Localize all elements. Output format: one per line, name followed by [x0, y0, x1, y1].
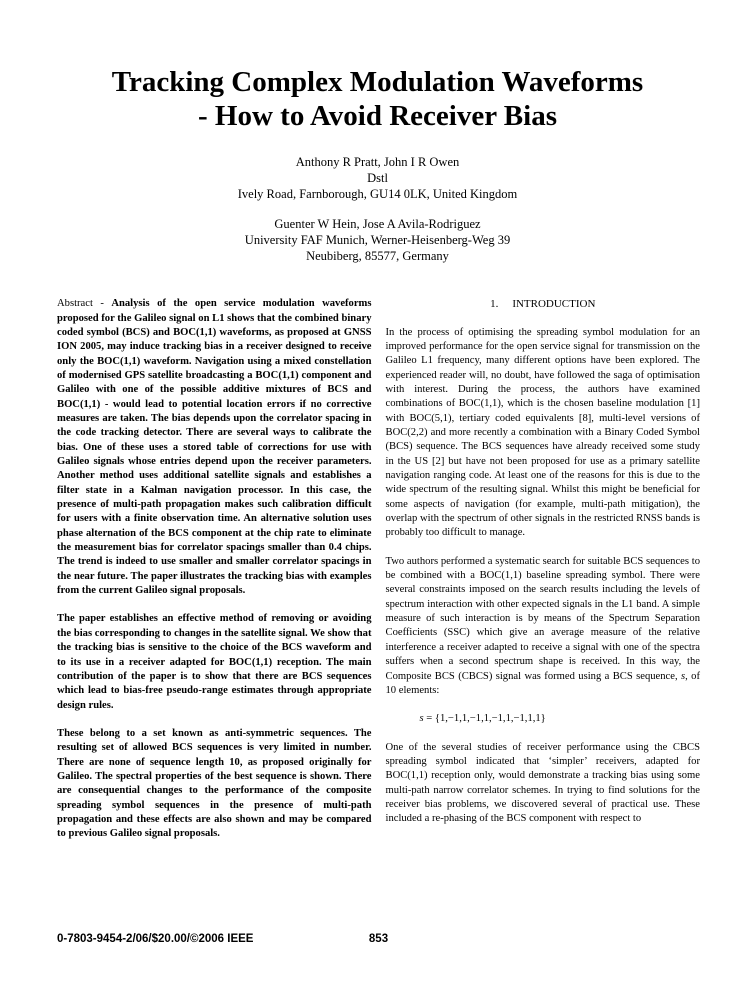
author-block-uk — [0, 154, 755, 202]
author-address: Neubiberg, 85577, Germany — [306, 249, 449, 264]
copyright-notice: 0-7803-9454-2/06/$20.00/©2006 IEEE — [57, 933, 254, 945]
introduction-paragraph-2 — [386, 555, 701, 698]
intro-p2-tail: , of 10 elements: — [385, 670, 700, 696]
section-title: INTRODUCTION — [512, 298, 596, 311]
introduction-paragraph-3: One of the several studies of receiver performance using the CBCS spreading symbol indicated that ‘simpler’ receivers, adapted for BOC(1,1) reception only, would demonstrate a tracking bias using some multi-path narrow correlator schemes. In trying to find solutions for the receiver bias problems, we discovered several of practical use. These included a re-phasing of the BCS component with respect to — [385, 741, 700, 825]
section-number: 1. — [490, 298, 499, 311]
intro-p2-text: Two authors performed a systematic search for suitable BCS sequences to be combined with a BOC(1,1) baseline spreading symbol. There were several constraints imposed on the search results including the levels of spectrum interaction with other expected signals in the L1 band. A simple measure of such interaction is by means of the Spectrum Separation Coefficients (SSC) which give an average measure of the relative interference a receiver adapted to receive a signal with one of the spectra suffers when a second spectrum shape is received. In this way, the Composite BCS (CBCS) signal was formed using a BCS sequence, — [385, 555, 700, 682]
variable-s: s — [681, 670, 686, 682]
title-line-1: Tracking Complex Modulation Waveforms — [111, 66, 644, 98]
abstract-column — [57, 297, 372, 855]
title-line-2: - How to Avoid Receiver Bias — [198, 99, 557, 132]
abstract-paragraph-3: These belong to a set known as anti-symmetric sequences. The resulting set of allowed BCS sequences is very limited in number. There are none of sequence length 10, as proposed originally for Galileo. The spectral properties of the best sequence is shown. There are consequential changes to the performance of the composite spreading symbol sequences in the presence of multi-path propagation and these effects are also shown and may be compared to previous Galileo signal proposals. — [57, 727, 372, 840]
abstract-label: Abstract - — [57, 298, 112, 310]
introduction-paragraph-1: In the process of optimising the spreading symbol modulation for an improved performance for the open service signal for transmission on the Galileo L1 frequency, many different options have been explored. The experienced reader will, no doubt, have followed the saga of optimisation with interest. During the process, the authors have examined combinations of BOC(1,1), which is the chosen baseline modulation [1] with BOC(5,1), tertiary coded equivalents [8], multi-level versions of BOC(2,2) and more recently a combination with a Binary Coded Symbol (BCS) sequence. The BCS sequences have already received some study in the US [2] but have not been proposed for use as a primary satellite navigation ranging code. At least one of the reasons for this is due to the wide spectrum of the resulting signal. Whilst this might be beneficial for some aspects of navigation (for example, multi-path mitigation), the overlap with the spectrum of other signals in the restricted RNSS bands is probably too difficult to manage. — [385, 326, 700, 539]
bcs-sequence-formula — [386, 712, 701, 726]
abstract-paragraph-1 — [57, 297, 372, 598]
section-heading-introduction — [386, 297, 701, 311]
formula-variable-s: s — [419, 713, 424, 725]
page-footer — [57, 933, 700, 945]
abstract-text-1: Analysis of the open service modulation waveforms proposed for the Galileo signal on L1 shows that the combined binary coded symbol (BCS) and BOC(1,1) waveforms, as proposed at GNSS ION 2005, may induce tracking bias in a receiver designed to receive only the BOC(1,1) waveform. Navigation using a mixed constellation of modernised GPS satellite broadcasting a BOC(1,1) component and Galileo with one of the possible additive mixtures of BCS and BOC(1,1) - would lead to potential location errors if no corrective measures are taken. The bias depends upon the correlator spacing in the code tracking detector. There are several ways to calibrate the bias. One of these uses a stored table of corrections for use with Galileo signals whose entries depend upon the receiver parameters. Another method uses additional satellite signals and establishes a filter state in a Kalman navigation processor. In this case, the presence of multi-path propagation makes such calibration difficult for users with a finite observation time. An alternative solution uses phase alternation of the BCS component at the chip rate to eliminate the measurement bias for correlator spacings smaller than 0.4 chips. The trend is indeed to use smaller and smaller correlator spacings in the near future. The paper illustrates the tracking bias with examples from the current Galileo signal proposals. — [57, 298, 372, 597]
author-affiliation: Dstl — [367, 171, 388, 186]
author-names: Guenter W Hein, Jose A Avila-Rodriguez — [274, 217, 481, 232]
author-address: Ively Road, Farnborough, GU14 0LK, United Kingdom — [237, 187, 518, 202]
formula-body: = {1,−1,1,−1,1,−1,1,−1,1,1} — [423, 713, 546, 725]
paper-title — [0, 0, 755, 133]
introduction-column — [386, 297, 701, 855]
author-block-germany — [0, 216, 755, 264]
author-affiliation: University FAF Munich, Werner-Heisenberg-Weg 39 — [244, 233, 511, 248]
page-number: 853 — [368, 933, 389, 945]
author-names: Anthony R Pratt, John I R Owen — [295, 155, 460, 170]
abstract-paragraph-2: The paper establishes an effective method of removing or avoiding the bias corresponding to changes in the satellite signal. We show that the tracking bias is sensitive to the choice of the BCS waveform and to its use in a receiver adapted for BOC(1,1) reception. The main contribution of the paper is to show that there are BCS sequences which lead to bias-free pseudo-range estimates through appropriate design rules. — [57, 613, 372, 711]
two-column-body — [0, 297, 755, 855]
